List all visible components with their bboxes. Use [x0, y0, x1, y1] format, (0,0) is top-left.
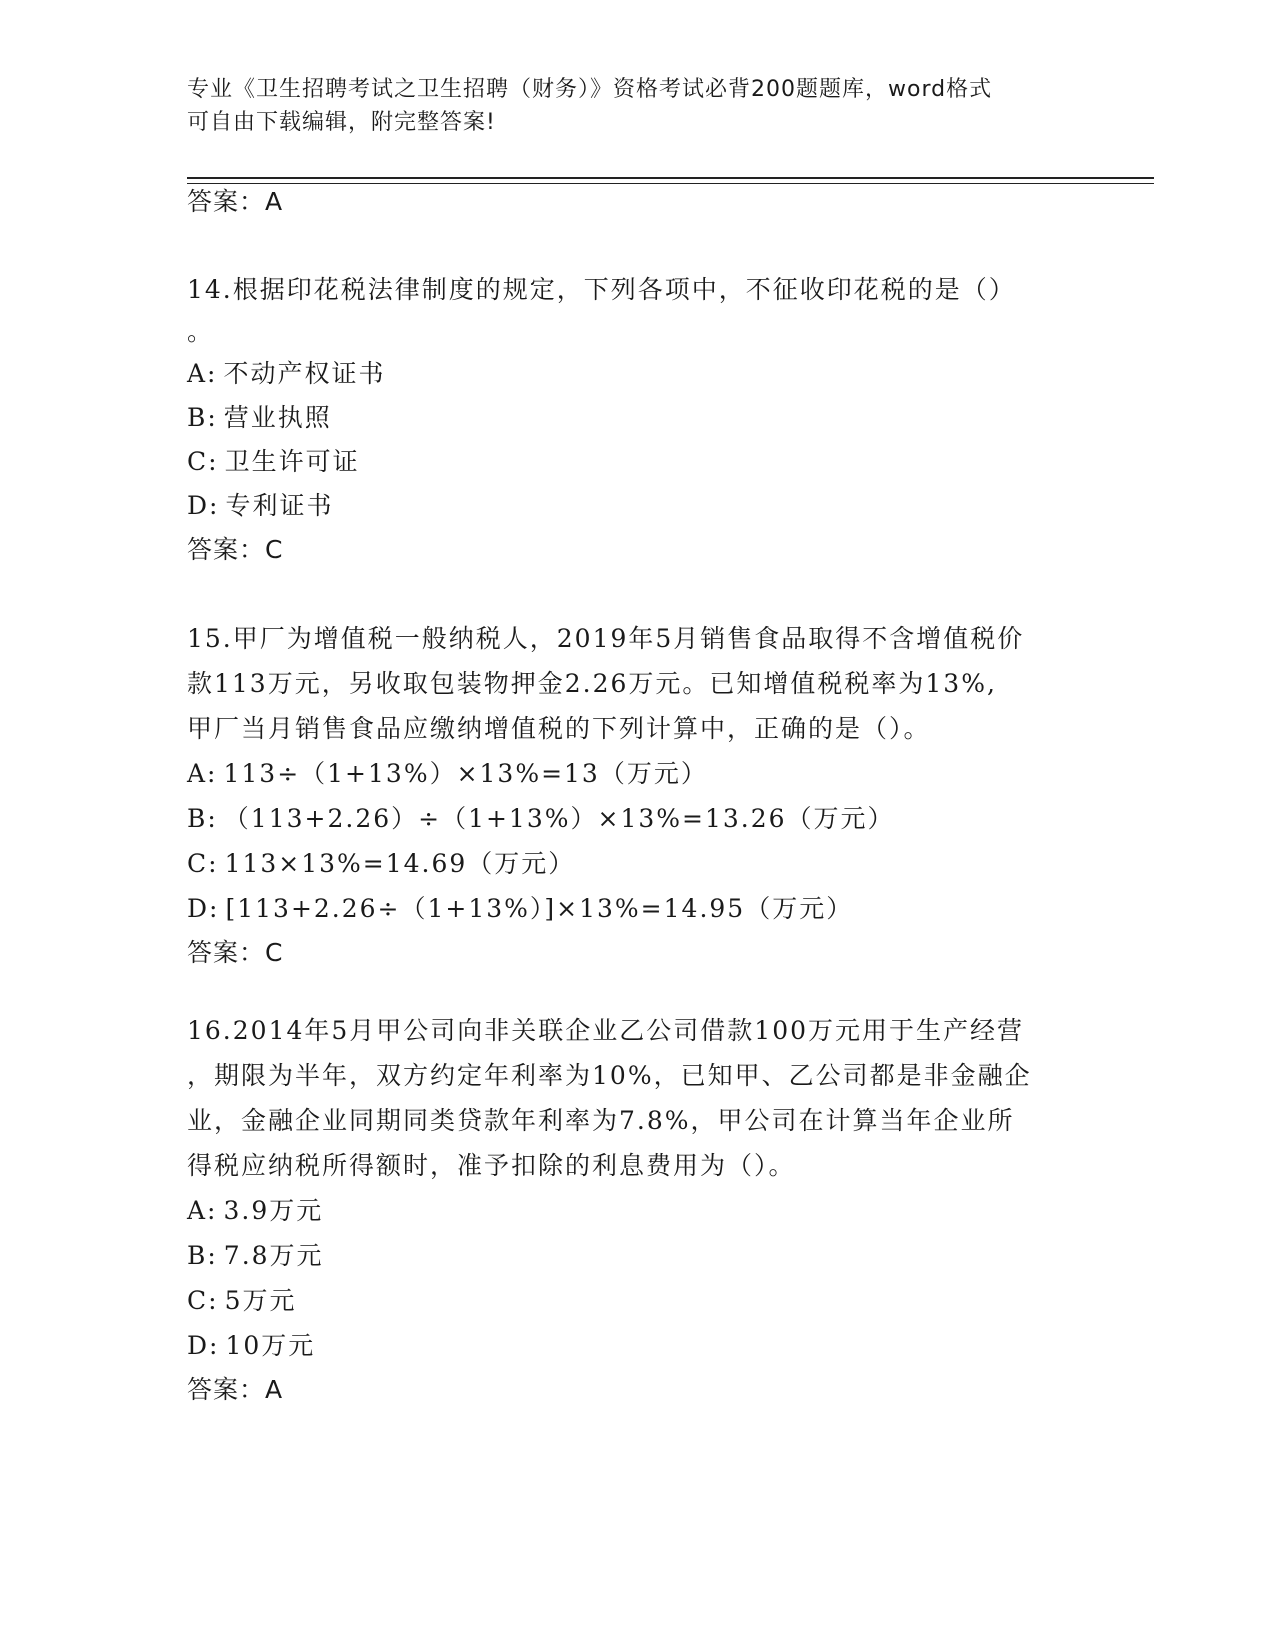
option-text: [113+2.26÷（1+13%）]×13%=14.95（万元）	[225, 894, 854, 923]
option-text: 卫生许可证	[224, 447, 360, 476]
option-b	[187, 796, 1087, 841]
option-key: C:	[187, 849, 219, 878]
option-key: B:	[187, 1241, 218, 1270]
option-c	[187, 440, 1087, 484]
option-a	[187, 751, 1087, 796]
question-line: ，期限为半年，双方约定年利率为10%，已知甲、乙公司都是非金融企	[187, 1061, 1032, 1090]
option-text: 5万元	[224, 1286, 297, 1315]
answer-line: 答案：C	[187, 535, 284, 564]
option-key: A:	[187, 359, 218, 388]
document-header	[187, 73, 1087, 139]
question-line: 14.根据印花税法律制度的规定，下列各项中，不征收印花税的是（）	[187, 275, 1016, 304]
question-14	[187, 267, 1087, 572]
option-d	[187, 1323, 1087, 1368]
option-key: B:	[187, 403, 218, 432]
option-d	[187, 484, 1087, 528]
question-line: 。	[187, 317, 215, 346]
option-key: D:	[187, 491, 220, 520]
option-key: A:	[187, 759, 218, 788]
header-line-2: 可自由下载编辑，附完整答案!	[187, 110, 496, 135]
answer-line: 答案：C	[187, 938, 284, 967]
answer-line: 答案：A	[187, 1375, 284, 1404]
option-key: A:	[187, 1196, 218, 1225]
question-line: 甲厂当月销售食品应缴纳增值税的下列计算中，正确的是（）。	[187, 714, 931, 743]
option-b	[187, 396, 1087, 440]
question-line: 得税应纳税所得额时，准予扣除的利息费用为（）。	[187, 1151, 796, 1180]
option-text: （113+2.26）÷（1+13%）×13%=13.26（万元）	[223, 804, 895, 833]
option-a	[187, 352, 1087, 396]
option-a	[187, 1188, 1087, 1233]
question-line: 15.甲厂为增值税一般纳税人，2019年5月销售食品取得不含增值税价	[187, 624, 1025, 653]
header-divider-thick	[187, 177, 1154, 179]
option-c	[187, 841, 1087, 886]
answer-line: 答案：A	[187, 187, 284, 216]
question-16	[187, 1008, 1087, 1412]
option-text: 113÷（1+13%）×13%=13（万元）	[223, 759, 708, 788]
option-key: C:	[187, 447, 219, 476]
option-b	[187, 1233, 1087, 1278]
question-line: 业，金融企业同期同类贷款年利率为7.8%，甲公司在计算当年企业所	[187, 1106, 1015, 1135]
option-text: 10万元	[225, 1331, 316, 1360]
option-text: 不动产权证书	[223, 359, 386, 388]
option-text: 7.8万元	[223, 1241, 324, 1270]
option-text: 专利证书	[225, 491, 334, 520]
question-line: 款113万元，另收取包装物押金2.26万元。已知增值税税率为13%,	[187, 669, 997, 698]
question-15	[187, 616, 1087, 975]
option-key: D:	[187, 894, 220, 923]
option-d	[187, 886, 1087, 931]
question-line: 16.2014年5月甲公司向非关联企业乙公司借款100万元用于生产经营	[187, 1016, 1025, 1045]
option-text: 营业执照	[223, 403, 332, 432]
option-text: 3.9万元	[223, 1196, 324, 1225]
header-line-1: 专业《卫生招聘考试之卫生招聘（财务）》资格考试必背200题题库，word格式	[187, 77, 993, 102]
option-key: C:	[187, 1286, 219, 1315]
option-key: D:	[187, 1331, 220, 1360]
option-c	[187, 1278, 1087, 1323]
option-key: B:	[187, 804, 218, 833]
option-text: 113×13%=14.69（万元）	[224, 849, 576, 878]
